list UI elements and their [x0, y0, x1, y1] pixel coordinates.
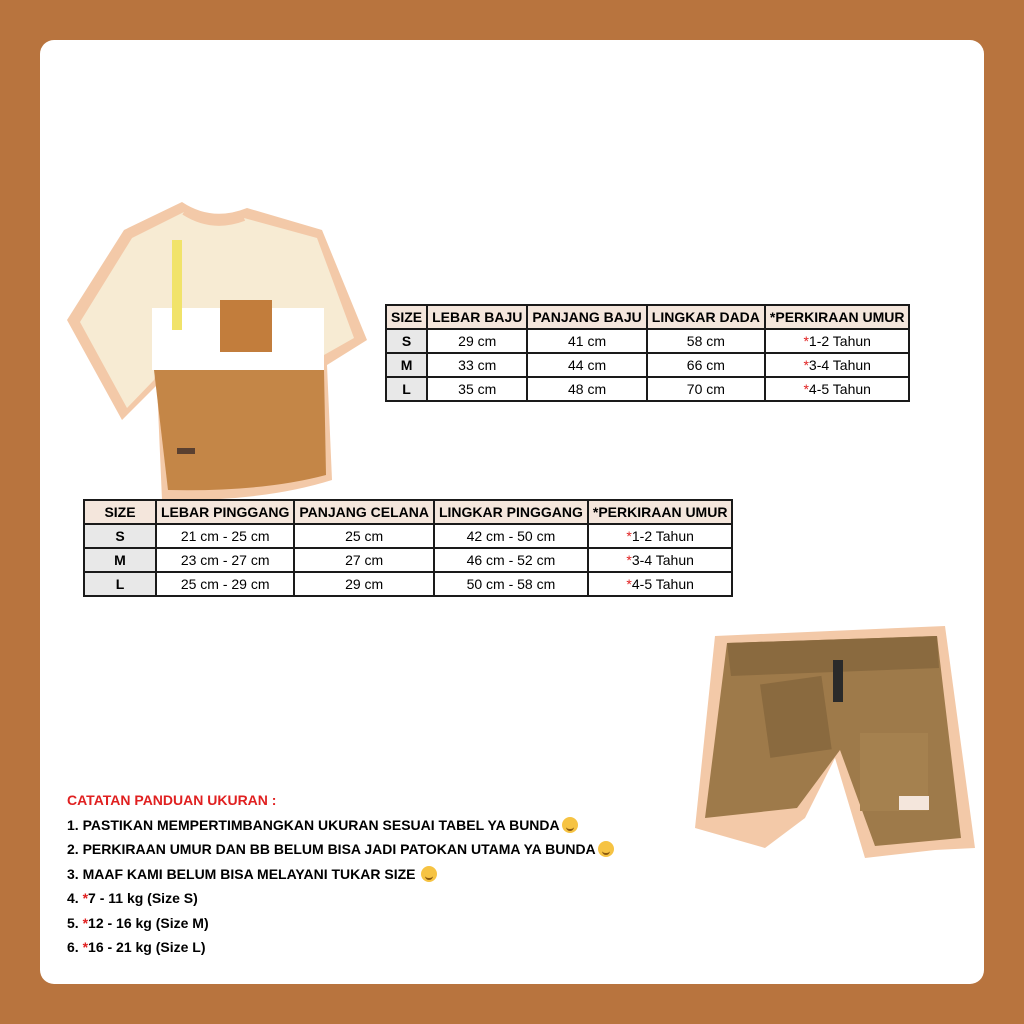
- note-text: 16 - 21 kg (Size L): [88, 939, 206, 955]
- note-text: 12 - 16 kg (Size M): [88, 914, 209, 931]
- note-item: [67, 837, 687, 862]
- asterisk: *: [82, 914, 89, 931]
- panjang-cell: 41 cm: [527, 329, 646, 353]
- header-size: SIZE: [386, 305, 427, 329]
- umur-text: 4-5 Tahun: [808, 381, 871, 397]
- lingkar-cell: 42 cm - 50 cm: [434, 524, 588, 548]
- umur-text: 3-4 Tahun: [808, 357, 871, 373]
- lingkar-cell: 58 cm: [647, 329, 765, 353]
- size-cell: S: [386, 329, 427, 353]
- note-number: 5.: [67, 914, 83, 931]
- asterisk: *: [626, 528, 632, 544]
- note-number: 6.: [67, 939, 83, 955]
- note-item: [67, 862, 687, 887]
- shorts-image: [685, 618, 980, 898]
- header-lebar-pinggang: LEBAR PINGGANG: [156, 500, 294, 524]
- asterisk: *: [803, 333, 809, 349]
- table-header-row: [386, 305, 909, 329]
- size-cell: M: [386, 353, 427, 377]
- umur-text: 1-2 Tahun: [808, 333, 871, 349]
- asterisk: *: [803, 381, 809, 397]
- lebar-cell: 35 cm: [427, 377, 527, 401]
- header-lebar-baju: LEBAR BAJU: [427, 305, 527, 329]
- note-text: PERKIRAAN UMUR DAN BB BELUM BISA JADI PATOKAN UTAMA YA BUNDA: [82, 841, 596, 857]
- note-item: [67, 935, 687, 960]
- size-notes: [67, 788, 687, 960]
- table-row: [84, 548, 732, 572]
- header-panjang-baju: PANJANG BAJU: [527, 305, 646, 329]
- note-item: [67, 886, 687, 911]
- header-lingkar-dada: LINGKAR DADA: [647, 305, 765, 329]
- lingkar-cell: 50 cm - 58 cm: [434, 572, 588, 596]
- asterisk: *: [626, 552, 632, 568]
- header-perkiraan-umur: *PERKIRAAN UMUR: [765, 305, 910, 329]
- panjang-cell: 27 cm: [294, 548, 434, 572]
- tshirt-image: [62, 190, 372, 520]
- panjang-cell: 25 cm: [294, 524, 434, 548]
- header-perkiraan-umur: *PERKIRAAN UMUR: [588, 500, 733, 524]
- size-cell: L: [386, 377, 427, 401]
- size-cell: S: [84, 524, 156, 548]
- asterisk: *: [626, 576, 632, 592]
- grinning-emoji-icon: [598, 841, 614, 857]
- lingkar-cell: 66 cm: [647, 353, 765, 377]
- smiling-hearts-emoji-icon: [562, 817, 578, 833]
- umur-text: 1-2 Tahun: [631, 528, 694, 544]
- note-number: 2.: [67, 841, 83, 857]
- lebar-cell: 29 cm: [427, 329, 527, 353]
- umur-cell: [588, 572, 733, 596]
- note-text: PASTIKAN MEMPERTIMBANGKAN UKURAN SESUAI TABEL YA BUNDA: [82, 816, 560, 833]
- lingkar-cell: 46 cm - 52 cm: [434, 548, 588, 572]
- note-number: 4.: [67, 890, 83, 906]
- umur-cell: [765, 329, 910, 353]
- umur-cell: [765, 377, 910, 401]
- table-row: [386, 377, 909, 401]
- size-cell: L: [84, 572, 156, 596]
- asterisk: *: [82, 890, 89, 906]
- note-text: 7 - 11 kg (Size S): [88, 890, 198, 906]
- table-header-row: [84, 500, 732, 524]
- note-item: [67, 813, 687, 838]
- umur-cell: [588, 548, 733, 572]
- note-number: 1.: [67, 816, 83, 833]
- header-size: SIZE: [84, 500, 156, 524]
- header-panjang-celana: PANJANG CELANA: [294, 500, 434, 524]
- umur-text: 4-5 Tahun: [631, 576, 694, 592]
- lebar-cell: 21 cm - 25 cm: [156, 524, 294, 548]
- panjang-cell: 44 cm: [527, 353, 646, 377]
- pants-size-table: [83, 499, 733, 597]
- panjang-cell: 48 cm: [527, 377, 646, 401]
- lebar-cell: 23 cm - 27 cm: [156, 548, 294, 572]
- lingkar-cell: 70 cm: [647, 377, 765, 401]
- relieved-emoji-icon: [421, 866, 437, 882]
- note-number: 3.: [67, 865, 83, 882]
- table-row: [84, 572, 732, 596]
- asterisk: *: [803, 357, 809, 373]
- table-row: [84, 524, 732, 548]
- note-item: [67, 911, 687, 936]
- umur-cell: [765, 353, 910, 377]
- table-row: [386, 353, 909, 377]
- shirt-size-table: [385, 304, 910, 402]
- asterisk: *: [82, 939, 89, 955]
- header-lingkar-pinggang: LINGKAR PINGGANG: [434, 500, 588, 524]
- umur-text: 3-4 Tahun: [631, 552, 694, 568]
- umur-cell: [588, 524, 733, 548]
- table-row: [386, 329, 909, 353]
- notes-title: CATATAN PANDUAN UKURAN :: [67, 792, 277, 808]
- size-guide-card: [40, 40, 984, 984]
- panjang-cell: 29 cm: [294, 572, 434, 596]
- size-cell: M: [84, 548, 156, 572]
- lebar-cell: 33 cm: [427, 353, 527, 377]
- note-text: MAAF KAMI BELUM BISA MELAYANI TUKAR SIZE: [82, 865, 420, 882]
- lebar-cell: 25 cm - 29 cm: [156, 572, 294, 596]
